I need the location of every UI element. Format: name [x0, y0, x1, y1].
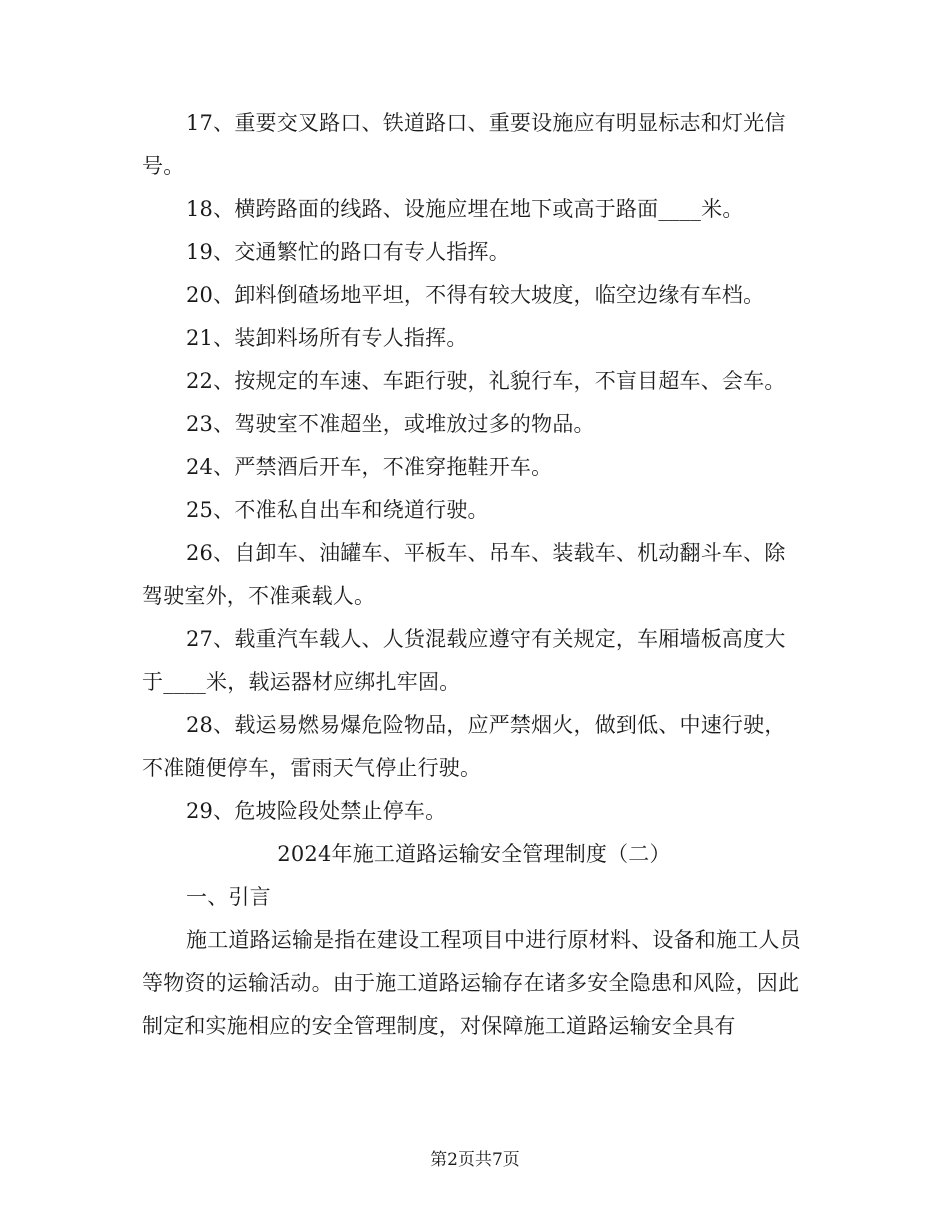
rule-item-28: 28、载运易燃易爆危险物品，应严禁烟火，做到低、中速行驶，不准随便停车，雷雨天气停止行驶。	[142, 713, 786, 780]
rule-item-24: 24、严禁酒后开车，不准穿拖鞋开车。	[186, 455, 553, 479]
page-number-footer: 第2页共7页	[430, 1150, 520, 1170]
document-body	[142, 102, 806, 1048]
rule-item-22: 22、按规定的车速、车距行驶，礼貌行车，不盲目超车、会车。	[186, 369, 786, 393]
rule-item-26: 26、自卸车、油罐车、平板车、吊车、装载车、机动翻斗车、除驾驶室外，不准乘载人。	[142, 541, 786, 608]
rule-item-18: 18、横跨路面的线路、设施应埋在地下或高于路面____米。	[186, 197, 744, 221]
rule-item-19: 19、交通繁忙的路口有专人指挥。	[186, 240, 510, 264]
rule-item-25: 25、不准私自出车和绕道行驶。	[186, 498, 489, 522]
rule-item-29: 29、危坡险段处禁止停车。	[186, 799, 447, 823]
rule-item-20: 20、卸料倒碴场地平坦，不得有较大坡度，临空边缘有车档。	[186, 283, 765, 307]
rule-item-17: 17、重要交叉路口、铁道路口、重要设施应有明显标志和灯光信号。	[142, 111, 786, 178]
section-title: 2024年施工道路运输安全管理制度（二）	[277, 842, 671, 866]
rule-item-21: 21、装卸料场所有专人指挥。	[186, 326, 468, 350]
rule-item-23: 23、驾驶室不准超坐，或堆放过多的物品。	[186, 412, 595, 436]
rule-item-27: 27、载重汽车载人、人货混载应遵守有关规定，车厢墙板高度大于____米，载运器材应绑扎牢固。	[142, 627, 786, 694]
intro-heading: 一、引言	[186, 885, 271, 909]
intro-paragraph: 施工道路运输是指在建设工程项目中进行原材料、设备和施工人员等物资的运输活动。由于施工道路运输存在诸多安全隐患和风险，因此制定和实施相应的安全管理制度，对保障施工道路运输安全具有	[142, 928, 801, 1038]
